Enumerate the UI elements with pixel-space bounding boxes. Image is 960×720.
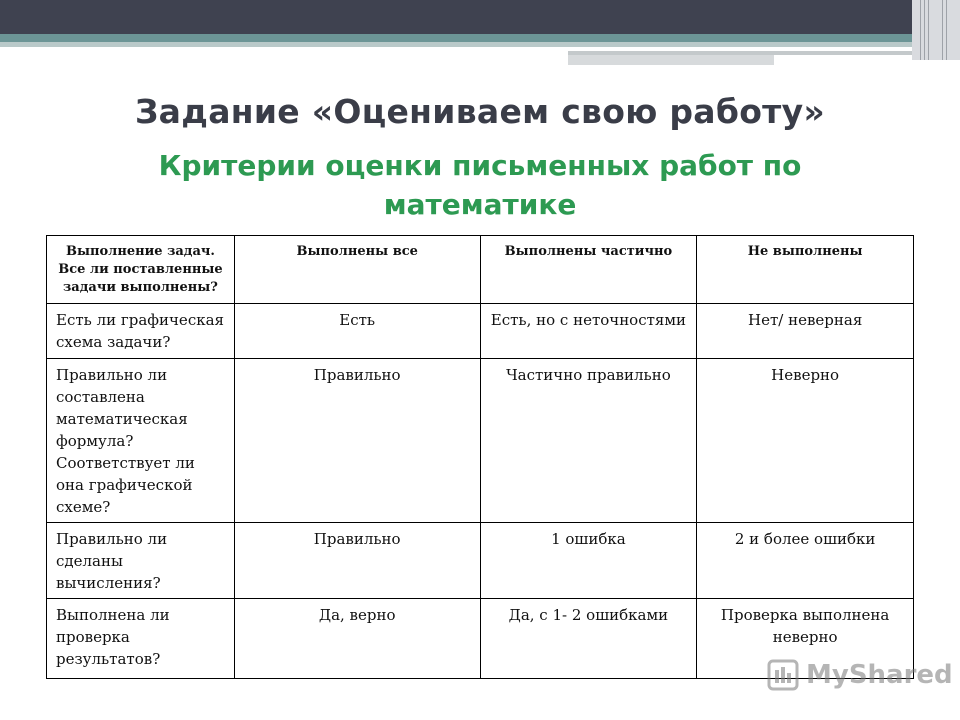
table-cell: Есть — [234, 304, 480, 359]
table-cell: Правильно — [234, 359, 480, 523]
header-stripe-gray-short — [568, 55, 774, 65]
table-cell: 1 ошибка — [480, 523, 697, 599]
column-header: Выполнение задач. Все ли поставленные задачи выполнены? — [47, 236, 235, 304]
watermark-text: MyShared — [806, 660, 953, 690]
criteria-table — [46, 235, 914, 679]
column-header: Не выполнены — [697, 236, 914, 304]
page-subtitle: Критерии оценки письменных работ по математике — [158, 149, 802, 221]
table-cell: Да, с 1- 2 ошибками — [480, 599, 697, 679]
header-bar — [0, 0, 960, 34]
table-row — [47, 359, 914, 523]
table-cell: 2 и более ошибки — [697, 523, 914, 599]
page-title: Задание «Оцениваем свою работу» — [134, 92, 826, 131]
column-header: Выполнены все — [234, 236, 480, 304]
table-cell: Есть ли графическая схема задачи? — [47, 304, 235, 359]
column-header: Выполнены частично — [480, 236, 697, 304]
watermark — [766, 655, 953, 695]
header-bar-corner — [912, 0, 960, 60]
header-stripe-teal — [0, 34, 912, 42]
table-cell: Правильно — [234, 523, 480, 599]
table-cell: Выполнена ли проверка результатов? — [47, 599, 235, 679]
table-cell: Правильно ли сделаны вычисления? — [47, 523, 235, 599]
table-cell: Нет/ неверная — [697, 304, 914, 359]
myshared-logo-icon — [766, 658, 800, 692]
table-cell: Правильно ли составлена математическая формула? Соответствует ли она графической схеме? — [47, 359, 235, 523]
table-cell: Проверка выполнена неверно — [697, 599, 914, 679]
table-header-row — [47, 236, 914, 304]
table-cell: Да, верно — [234, 599, 480, 679]
table-row — [47, 523, 914, 599]
table-row — [47, 304, 914, 359]
table-cell: Есть, но с неточностями — [480, 304, 697, 359]
table-cell: Частично правильно — [480, 359, 697, 523]
table-cell: Неверно — [697, 359, 914, 523]
